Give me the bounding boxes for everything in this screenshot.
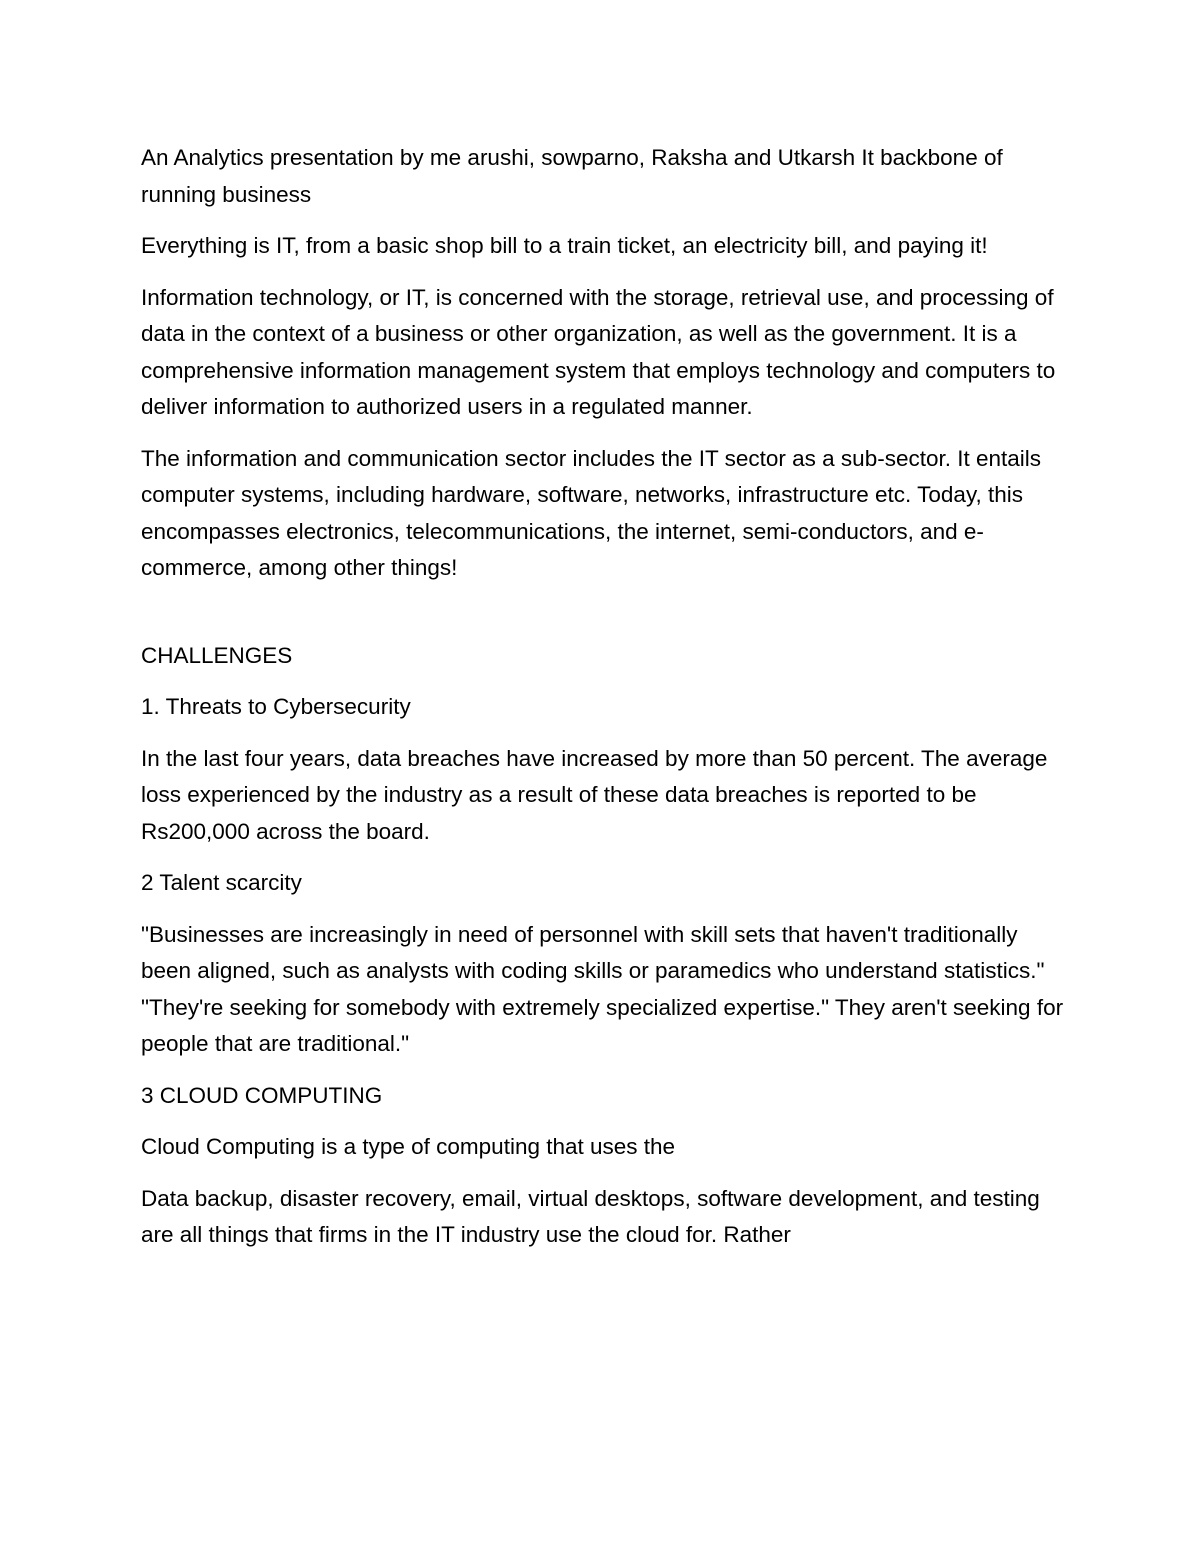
sector-paragraph: The information and communication sector includes the IT sector as a sub-sector. It entails computer systems, including hardware, software, networks, infrastructure etc. Today, this encompasses electronics, telecommunications, the internet, semi-conductors, and e-commerce, among other things! <box>141 445 1042 580</box>
cloud-computing-paragraph: Data backup, disaster recovery, email, virtual desktops, software development, and testing are all things that firms in the IT industry use the cloud for. Rather <box>141 1185 1040 1247</box>
everything-is-it-paragraph: Everything is IT, from a basic shop bill to a train ticket, an electricity bill, and paying it! <box>141 233 988 258</box>
document-body <box>141 140 1071 1269</box>
cybersecurity-heading: 1. Threats to Cybersecurity <box>141 694 411 719</box>
talent-scarcity-heading: 2 Talent scarcity <box>141 870 302 895</box>
cloud-computing-heading: 3 CLOUD COMPUTING <box>141 1082 383 1108</box>
cloud-computing-definition: Cloud Computing is a type of computing that uses the <box>141 1134 676 1159</box>
challenges-heading: CHALLENGES <box>141 642 293 668</box>
intro-paragraph: An Analytics presentation by me arushi, sowparno, Raksha and Utkarsh It backbone of running business <box>141 145 1003 207</box>
talent-scarcity-paragraph: "Businesses are increasingly in need of personnel with skill sets that haven't traditionally been aligned, such as analysts with coding skills or paramedics who understand statistics." "They're seeking for somebody with extremely specialized expertise." They aren't seeking for people that are traditional." <box>141 921 1064 1056</box>
it-definition-paragraph: Information technology, or IT, is concerned with the storage, retrieval use, and processing of data in the context of a business or other organization, as well as the government. It is a comprehensive information management system that employs technology and computers to deliver information to authorized users in a regulated manner. <box>141 284 1056 419</box>
cybersecurity-paragraph: In the last four years, data breaches have increased by more than 50 percent. The average loss experienced by the industry as a result of these data breaches is reported to be Rs200,000 across the board. <box>141 745 1048 844</box>
